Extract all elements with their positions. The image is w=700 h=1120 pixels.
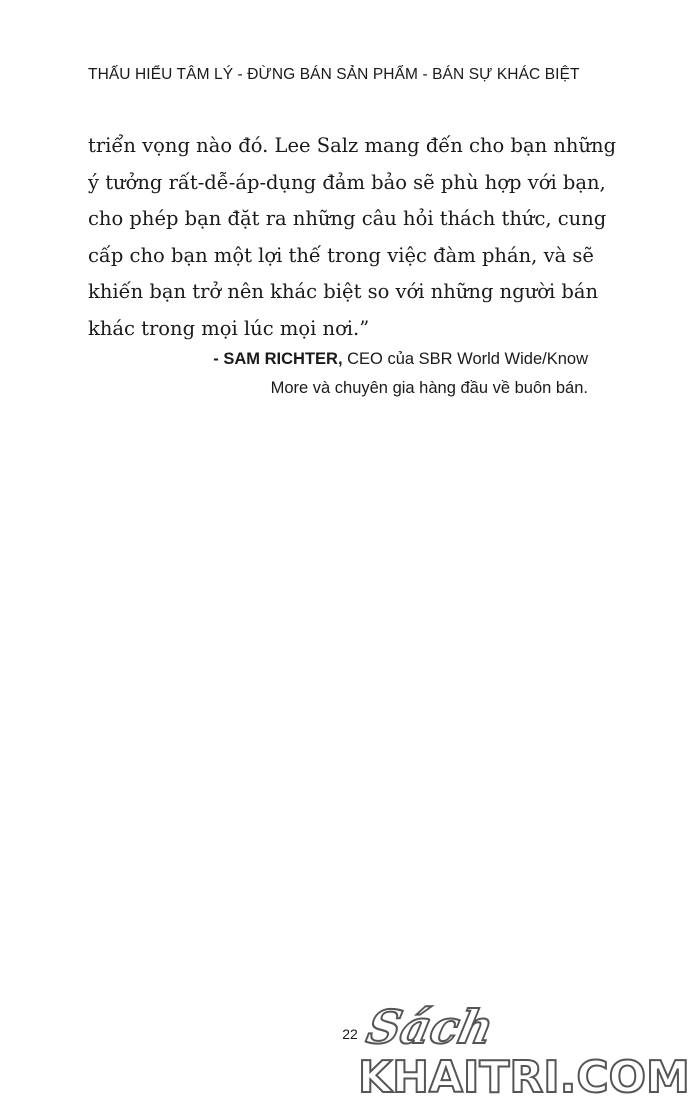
running-header: THẤU HIỂU TÂM LÝ - ĐỪNG BÁN SẢN PHẨM - BÁN SỰ KHÁC BIỆT <box>88 66 580 83</box>
quote-line: ý tưởng rất-dễ-áp-dụng đảm bảo sẽ phù hợp với bạn, <box>88 170 606 194</box>
quote-line: cấp cho bạn một lợi thế trong việc đàm phán, và sẽ <box>88 243 594 267</box>
quote-line: cho phép bạn đặt ra những câu hỏi thách thức, cung <box>88 207 607 230</box>
watermark-brand-text: KHAITRI.COM <box>358 1052 690 1103</box>
watermark-script-text: Sách <box>362 1000 499 1054</box>
attribution-line-2: More và chuyên gia hàng đầu về buôn bán. <box>270 379 588 397</box>
quote-attribution <box>213 345 588 403</box>
attribution-line-1 <box>213 345 588 374</box>
page-number: 22 <box>342 1026 358 1042</box>
attribution-author: - SAM RICHTER, <box>213 350 343 368</box>
watermark-logo <box>358 1000 690 1110</box>
attribution-role: CEO của SBR World Wide/Know <box>342 350 588 368</box>
quote-body <box>88 128 617 347</box>
quote-line: khác trong mọi lúc mọi nơi.” <box>88 316 370 340</box>
quote-line: triển vọng nào đó. Lee Salz mang đến cho bạn những <box>88 134 617 157</box>
quote-line: khiến bạn trở nên khác biệt so với những người bán <box>88 280 599 303</box>
